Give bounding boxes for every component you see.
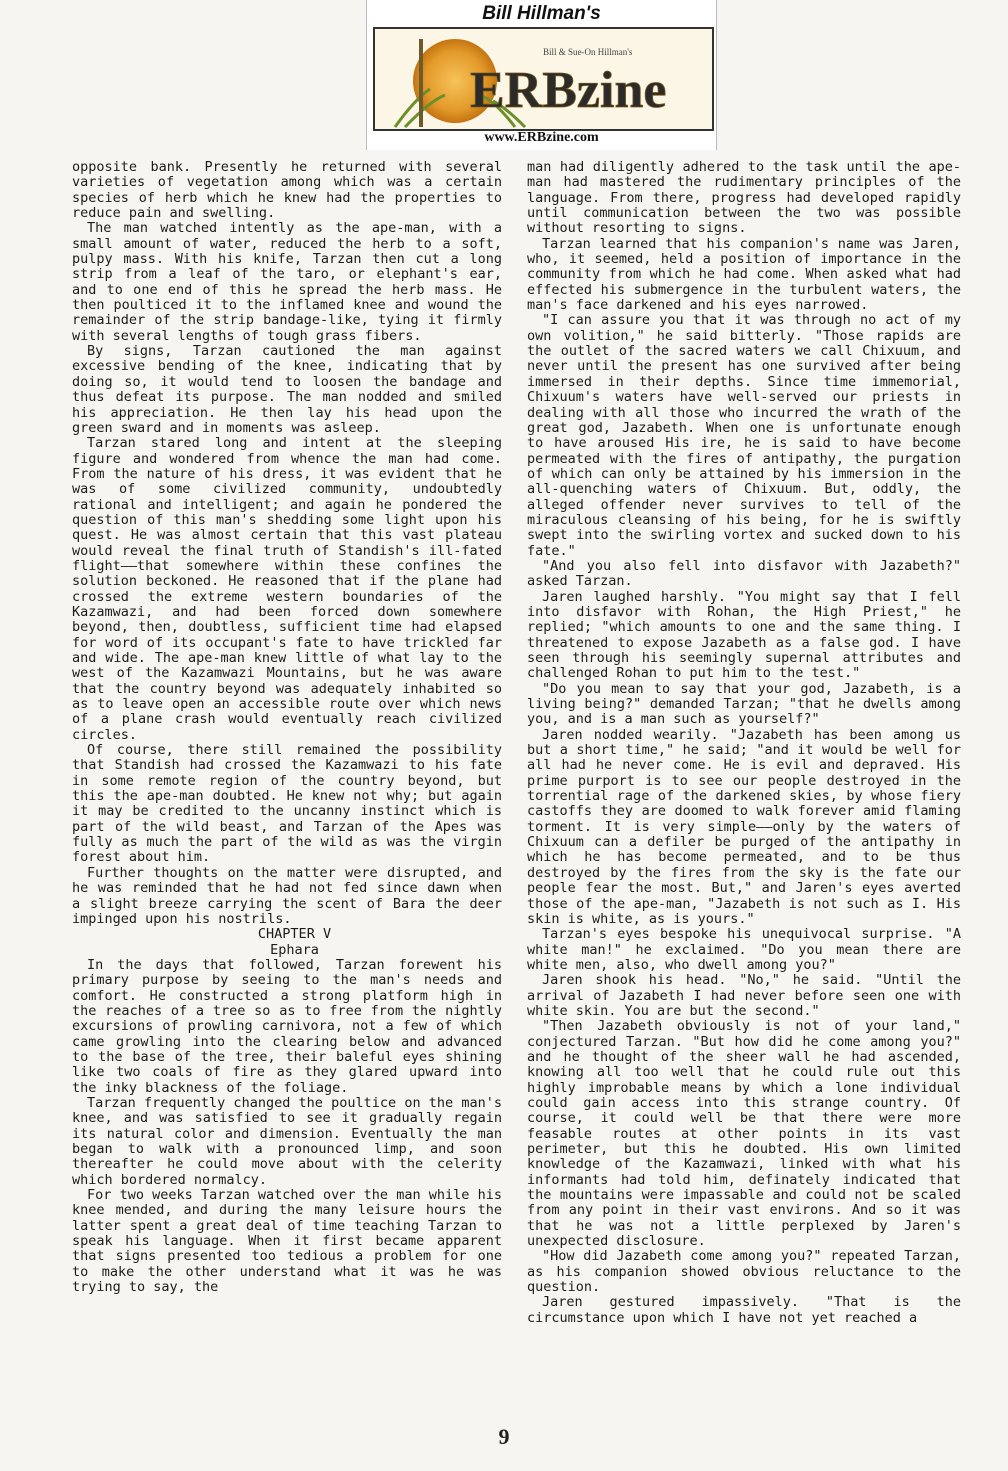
paragraph: Jaren laughed harshly. "You might say that I fell into disfavor with Rohan, the High Priest," he replied; "which amounts to one and the same thing. I threatened to expose Jazabeth as a false god. I have seen through his seemingly supernal attributes and challenged Rohan to put him to the test." — [527, 588, 961, 682]
page-number: 9 — [498, 1424, 510, 1449]
left-column — [72, 160, 502, 1295]
banner-top-text: Bill Hillman's — [482, 3, 601, 24]
paragraph: Jaren shook his head. "No," he said. "Until the arrival of Jazabeth I had never before seen one with white skin. You are but the second." — [527, 972, 961, 1019]
banner-url: www.ERBzine.com — [484, 130, 599, 145]
paragraph: For two weeks Tarzan watched over the man while his knee mended, and during the many leisure hours the latter spent a great deal of time teaching Tarzan to speak his language. When it first became apparent that signs presented too tedious a problem for one to make the other understand what it was he was trying to say, the — [72, 1187, 502, 1296]
paragraph: The man watched intently as the ape-man, with a small amount of water, reduced the herb to a soft, pulpy mass. With his knife, Tarzan then cut a long strip from a leaf of the taro, or elephant's ear, and to one end of this he spread the herb mass. He then poulticed it to the inflamed knee and wound the remainder of the strip bandage-like, tying it firmly with several lengths of tough grass fibers. — [72, 220, 502, 344]
paragraph: Jaren nodded wearily. "Jazabeth has been among us but a short time," he said; "and it would be well for all had he never come. He is evil and depraved. His prime purport is to see our people destroyed in the torrential rage of the darkened skies, by whose fiery castoffs they are doomed to walk forever amid flaming torment. It is very simple——only by the waters of Chixuum can a defiler be purged of the antipathy in which he has become permeated, and to be thus destroyed by the fires from the sky is the fate our people fear the most. But," and Jaren's eyes averted those of the ape-man, "Jazabeth is not such as I. His skin is white, as is yours." — [527, 726, 961, 927]
logo-small-text: Bill & Sue-On Hillman's — [543, 47, 633, 57]
paragraph: man had diligently adhered to the task until the ape-man had mastered the rudimentary principles of the language. From there, progress had developed rapidly until communication between the two was possible without resorting to signs. — [527, 159, 961, 237]
paragraph: Tarzan's eyes bespoke his unequivocal surprise. "A white man!" he exclaimed. "Do you mean there are white men, also, who dwell among you?" — [527, 926, 961, 973]
paragraph: In the days that followed, Tarzan forewent his primary purpose by seeing to the man's needs and comfort. He constructed a strong platform high in the reaches of a tree so as to free from the nightly excursions of prowling carnivora, not a few of which came growling into the clearing below and advanced to the base of the tree, their baleful eyes shining like two coals of fire as they glared upward into the inky blackness of the foliage. — [72, 956, 502, 1096]
paragraph: Further thoughts on the matter were disrupted, and he was reminded that he had not fed since dawn when a slight breeze carrying the scent of Bara the deer impinged upon his nostrils. — [72, 864, 502, 927]
paragraph: "Do you mean to say that your god, Jazabeth, is a living being?" demanded Tarzan; "that he dwells among you, and is a man such as yourself?" — [527, 680, 961, 728]
erbzine-banner — [366, 0, 717, 150]
spear-icon — [419, 39, 423, 127]
paragraph: Jaren gestured impassively. "That is the circumstance upon which I have not yet reached a — [527, 1294, 961, 1326]
paragraph: opposite bank. Presently he returned with several varieties of vegetation among which was a certain species of herb which he knew had the properties to reduce pain and swelling. — [72, 159, 502, 222]
right-column — [527, 160, 961, 1326]
erbzine-logo — [373, 27, 714, 131]
chapter-heading: CHAPTER V — [257, 926, 332, 943]
logo-title: ERBzine — [470, 62, 667, 119]
paragraph: Tarzan frequently changed the poultice on the man's knee, and was satisfied to see it gradually regain its natural color and dimension. Eventually the man began to walk with a pronounced limp, and soon thereafter he could move about with the celerity which bordered normalcy. — [72, 1094, 502, 1188]
erbzine-logo-graphic — [375, 29, 712, 129]
paragraph: "Then Jazabeth obviously is not of your land," conjectured Tarzan. "But how did he come among you?" and he thought of the sheer wall he had ascended, knowing all too well that he could rule out this highly improbable means by which a lone individual could gain access into this strange country. Of course, it could well be that there were more feasable routes at other points in its vast perimeter, but this he doubted. His own limited knowledge of the Kazamwazi, linked with what his informants had told him, definately indicated that the mountains were impassable and could not be scaled from any point in their vast environs. And so it was that he was not a little perplexed by Jaren's unexpected disclosure. — [527, 1018, 961, 1250]
paragraph: Tarzan stared long and intent at the sleeping figure and wondered from whence the man had come. From the nature of his dress, it was evident that he was of some civilized community, undoubtedly rational and intelligent; and again he pondered the question of this man's shedding some light upon his quest. He was almost certain that this vast plateau would reveal the final truth of Standish's ill-fated flight——that somewhere within these confines the solution beckoned. He reasoned that if the plane had crossed the extreme western boundaries of the Kazamwazi, and had been forced down somewhere beyond, then, doubtless, sufficient time had elapsed for word of its occupant's fate to have trickled far and wide. The ape-man knew little of what lay to the west of the Kazamwazi Mountains, but he was aware that the country beyond was adequately inhabited so as to leave open an accessible route over which news of a plane crash would eventually reach civilized circles. — [72, 435, 502, 743]
paragraph: Tarzan learned that his companion's name was Jaren, who, it seemed, held a position of importance in the community from which he had come. When asked what had effected his submergence in the turbulent waters, the man's face darkened and his eyes narrowed. — [527, 235, 961, 314]
paragraph: "How did Jazabeth come among you?" repeated Tarzan, as his companion showed obvious reluctance to the question. — [527, 1248, 961, 1296]
paragraph: Of course, there still remained the possibility that Standish had crossed the Kazamwazi to his fate in some remote region of the country beyond, but this the ape-man doubted. He knew not why; but again it may be credited to the uncanny instinct which is part of the wild beast, and Tarzan of the Apes was fully as much the part of the wild as was the virgin forest about him. — [72, 742, 502, 866]
paragraph: "I can assure you that it was through no act of my own volition," he said bitterly. "Those rapids are the outlet of the sacred waters we call Chixuum, and never until the present has one survived after being immersed in their depths. Since time immemorial, Chixuum's waters have well-served our priests in dealing with all those who incurred the wrath of the great god, Jazabeth. When one is unfortunate enough to have aroused His ire, he is said to have become permeated with the fires of antipathy, the purgation of which can only be attained by his immersion in the all-quenching waters of Chixuum. But, oddly, the alleged offender never survives to tell of the miraculous cleansing of his being, for he is swiftly swept into the swirling vortex and sucked down to his fate." — [527, 312, 961, 559]
chapter-title: Ephara — [270, 941, 319, 958]
paragraph: "And you also fell into disfavor with Jazabeth?" asked Tarzan. — [527, 557, 961, 590]
paragraph: By signs, Tarzan cautioned the man against excessive bending of the knee, indicating that by doing so, it would tend to loosen the bandage and thus defeat its purpose. The man nodded and smiled his appreciation. He then lay his head upon the green sward and in moments was asleep. — [72, 343, 502, 436]
